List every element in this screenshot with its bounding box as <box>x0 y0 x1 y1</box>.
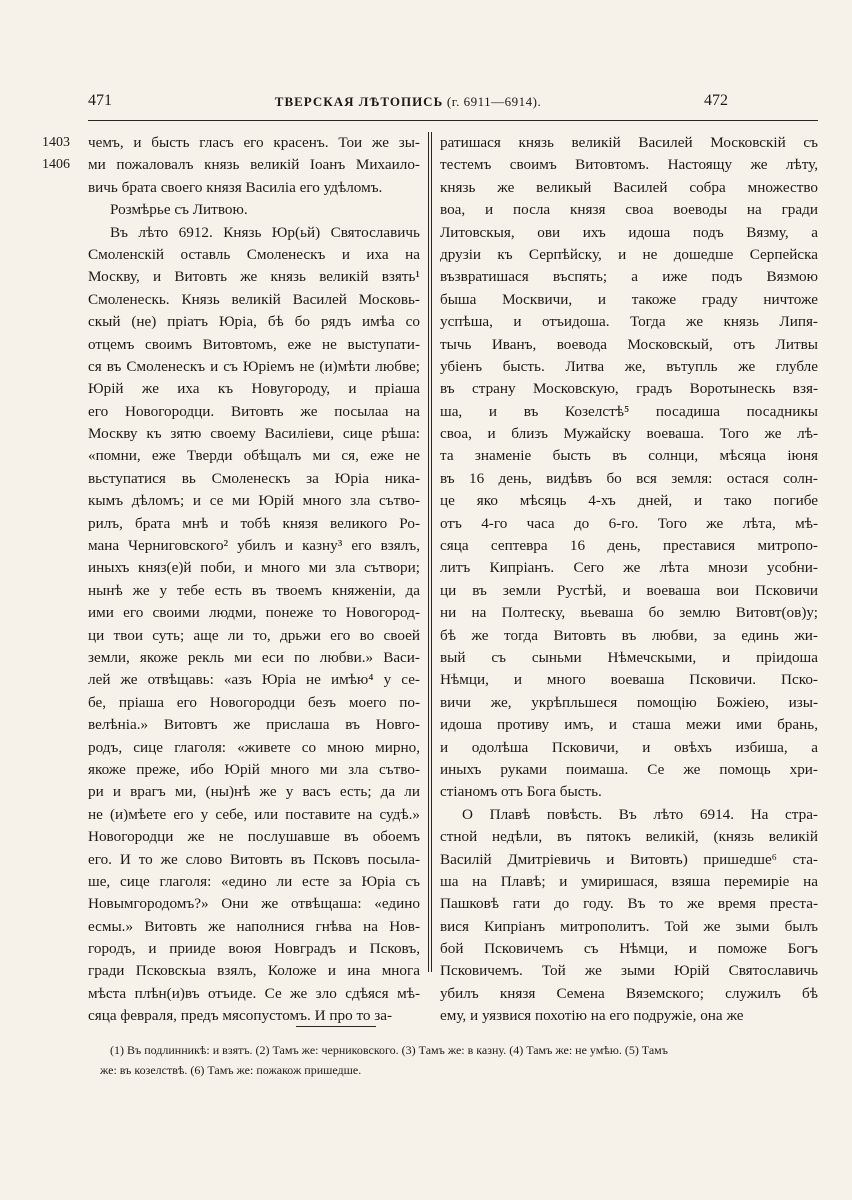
text-line: своа, и близъ Мужайску воеваша. Того же лѣ- <box>440 425 818 443</box>
text-line: Смоленскій оставль Смоленескъ и иха на <box>88 245 420 263</box>
text-line: Новымгородомъ?» Они же отвѣщаша: «едино <box>88 895 420 913</box>
text-line: вый съ сыньми Нѣмечскыми, и пріидоша <box>440 648 818 666</box>
text-line: иныхъ княз(е)й поби, и много ми зла сътвори; <box>88 559 420 577</box>
running-title <box>88 94 728 110</box>
text-line: убилъ князя Семена Вяземского; служилъ бѣ <box>440 984 818 1002</box>
footnote-line: (1) Въ подлинникѣ: и взятъ. (2) Тамъ же: черниковского. (3) Тамъ же: в казну. (4) Тамъ же: не умѣю. (5) Тамъ <box>110 1043 668 1057</box>
footnotes <box>100 1040 820 1080</box>
text-line: Литовскыя, ови ихъ идоша подъ Вязму, а <box>440 223 818 241</box>
text-line: якоже преже, ибо Юрій много ми зла сътво- <box>88 760 420 778</box>
text-line: успѣша, и отъидоша. Тогда же князь Липя- <box>440 313 818 331</box>
text-line: Москву, и Витовть же князь великій взять¹ <box>88 268 420 286</box>
text-line: бе, пріаша его Новогородци безъ моего по- <box>88 693 420 711</box>
text-line: стной недѣли, въ пятокъ великій, (князь великій <box>440 828 818 846</box>
text-line: вися Кипріанъ митрополитъ. Той же зыми былъ <box>440 917 818 935</box>
chronicle-title: ТВЕРСКАЯ ЛѢТОПИСЬ <box>274 94 444 109</box>
text-line: князь же великый Василей собра множество <box>440 178 818 196</box>
text-line: мѣста плѣн(и)въ отъиде. Се же зло сдѣяся мѣ- <box>88 984 420 1002</box>
text-line: Василій Дмитріевичь и Витовть) пришедше⁶ ста- <box>440 850 818 868</box>
text-line: нынѣ же у тебе есть въ твоемъ княженіи, да <box>88 581 420 599</box>
left-text-column <box>88 132 420 1028</box>
text-line: вьступатися вь Смоленескъ за Юріа ника- <box>88 469 420 487</box>
text-line: ми пожаловалъ князь великій Іоанъ Михаило- <box>88 156 420 174</box>
text-line: тестемъ своимъ Витовтомъ. Настоящу же лѣту, <box>440 156 818 174</box>
text-line: вичи же, укрѣпльшеся помощію Божіею, изы- <box>440 693 818 711</box>
text-line: скый (не) пріатъ Юріа, бѣ бо рядъ имѣа со <box>88 313 420 331</box>
text-line: Пашковѣ гати до году. Въ то же время преста- <box>440 895 818 913</box>
page-number-left: 471 <box>88 92 112 109</box>
text-line: убіенъ бысть. Литва же, вътупль же глубле <box>440 357 818 375</box>
text-line: О Плавѣ повѣсть. Въ лѣто 6914. На стра- <box>462 805 818 823</box>
text-line: ими его своими людми, понеже то Новогород- <box>88 604 420 622</box>
text-line: Москву къ зятю своему Василіеви, сице рѣша: <box>88 425 420 443</box>
text-line: Юрій же иха къ Новугороду, и пріаша <box>88 380 420 398</box>
header-rule <box>88 120 818 121</box>
text-line: Смоленескь. Князь великій Василей Московь- <box>88 290 420 308</box>
text-line: иныхъ руками поимаша. Се же помощь хри- <box>440 760 818 778</box>
text-line: рилъ, брата мнѣ и тобѣ князя великого Ро- <box>88 514 420 532</box>
text-line: Нѣмци, и много воеваша Псковичи. Пско- <box>440 671 818 689</box>
page-header <box>88 92 728 114</box>
right-text-column <box>440 132 818 1028</box>
text-line: отцемъ своимъ Витовтомъ, еже не выступати- <box>88 335 420 353</box>
text-line: чемъ, и бысть гласъ его красенъ. Тои же зы- <box>88 134 420 151</box>
text-line: въ 16 день, видѣвъ бо вся земля: остася солн- <box>440 469 818 487</box>
text-line: его. И то же слово Витовть въ Псковъ посыла- <box>88 850 420 868</box>
text-line: вичь брата своего князя Василіа его удѣломъ. <box>88 178 383 196</box>
text-line: есмы.» Витовть же наполнися гнѣва на Нов- <box>88 917 420 935</box>
text-line: ни на Полтеску, вьеваша бо землю Витовт(ов)у; <box>440 604 818 622</box>
text-line: и одолѣша Псковичи, и овѣхъ избиша, а <box>440 738 818 756</box>
year-range: (г. 6911—6914). <box>446 94 542 109</box>
text-line: кымъ дѣломъ; и се ми Юрій много зла сътво- <box>88 492 420 510</box>
text-line: «помни, еже Тверди обѣщалъ ми ся, еже не <box>88 447 420 465</box>
text-line: земли, якоже рекль ми еси по любви.» Васи- <box>88 648 420 666</box>
text-line: въ страну Московскую, градъ Воротынескь взя- <box>440 380 818 398</box>
margin-year: 1406 <box>42 157 70 172</box>
text-line: мана Черниговского² убилъ и казну³ его взялъ, <box>88 537 420 555</box>
column-divider <box>431 132 432 972</box>
text-line: ша, и въ Козелстѣ⁵ посадиша посадникы <box>440 402 818 420</box>
text-line: ратишася князь великій Василей Московскій съ <box>440 134 818 151</box>
text-line: бой Псковичемъ съ Нѣмци, и поможе Богъ <box>440 940 818 958</box>
text-line: ша на Плавѣ; и умиришася, взяша перемиріе на <box>440 872 818 890</box>
text-line: его Новогородци. Витовть же посылаа на <box>88 402 420 420</box>
text-line: бѣ же тогда Витовть въ любви, за единь жи- <box>440 626 818 644</box>
text-line: Псковичемъ. Той же зыми Юрій Святославичь <box>440 962 818 980</box>
text-line: друзіи къ Серпѣйску, и не дошедше Серпейска <box>440 245 818 263</box>
text-line: ся въ Смоленескъ и съ Юріемъ не (и)мѣти любве; <box>88 357 420 375</box>
text-line: не (и)мѣете его у себе, или поставите на судѣ.» <box>88 805 420 823</box>
text-line: та знаменіе бысть въ солнци, мѣсяца іюня <box>440 447 818 465</box>
text-line: родъ, сице глаголя: «живете со мною мирно, <box>88 738 420 756</box>
text-line: сяца февраля, предъ мясопустомъ. И про то за- <box>88 1007 393 1025</box>
text-line: стіаномъ отъ Бога бысть. <box>440 783 602 801</box>
text-line: Новогородци же не послушавше въ обоемъ <box>88 828 420 846</box>
text-line: сяца септевра 16 день, преставися митропо- <box>440 537 818 555</box>
page-number-right: 472 <box>704 92 728 109</box>
text-line: идоша противу имъ, и сташа межи ими брань, <box>440 716 818 734</box>
text-line: ри и врагъ ми, (ны)нѣ же у васъ есть; да ли <box>88 783 420 801</box>
text-line: ци твои суть; аще ли то, дрьжи его во своей <box>88 626 420 644</box>
text-line: лей же отвѣщавь: «азъ Юріа не имѣю⁴ у се- <box>88 671 420 689</box>
text-line: це яко мѣсяць 4-хъ дней, и тако погибе <box>440 492 818 510</box>
text-line: възвратишася въспять; а иже подъ Вязмою <box>440 268 818 286</box>
text-line: отъ 4-го часа до 6-го. Того же лѣта, мѣ- <box>440 514 818 532</box>
text-line: городъ, и прииде воюя Новградъ и Псковъ, <box>88 940 420 958</box>
text-line: быша Москвичи, и такоже граду ничтоже <box>440 290 818 308</box>
text-line: тычь Иванъ, воевода Московскый, отъ Литвы <box>440 335 818 353</box>
footnote-rule <box>296 1026 376 1027</box>
text-line: велѣніа.» Витовтъ же прислаша въ Новго- <box>88 716 420 734</box>
text-line: ше, сице глаголя: «едино ли есте за Юріа съ <box>88 872 420 890</box>
column-divider <box>428 132 429 972</box>
text-line: Розмѣрье съ Литвою. <box>110 201 248 219</box>
text-line: ему, и уязвися похотію на его подружіе, она же <box>440 1007 744 1025</box>
text-line: литъ Кипріанъ. Сего же лѣта мнози усобни- <box>440 559 818 577</box>
text-line: ци въ земли Рустѣй, и воеваша вои Псковичи <box>440 581 818 599</box>
text-line: воа, и посла князя своа воеводы на гради <box>440 201 818 219</box>
footnote-line: же: въ козелствѣ. (6) Тамъ же: пожакож пришедше. <box>100 1063 362 1077</box>
margin-year: 1403 <box>42 135 70 150</box>
text-line: гради Псковскыа взялъ, Коложе и ина многа <box>88 962 420 980</box>
text-line: Въ лѣто 6912. Князь Юр(ьй) Святославичь <box>110 223 420 241</box>
